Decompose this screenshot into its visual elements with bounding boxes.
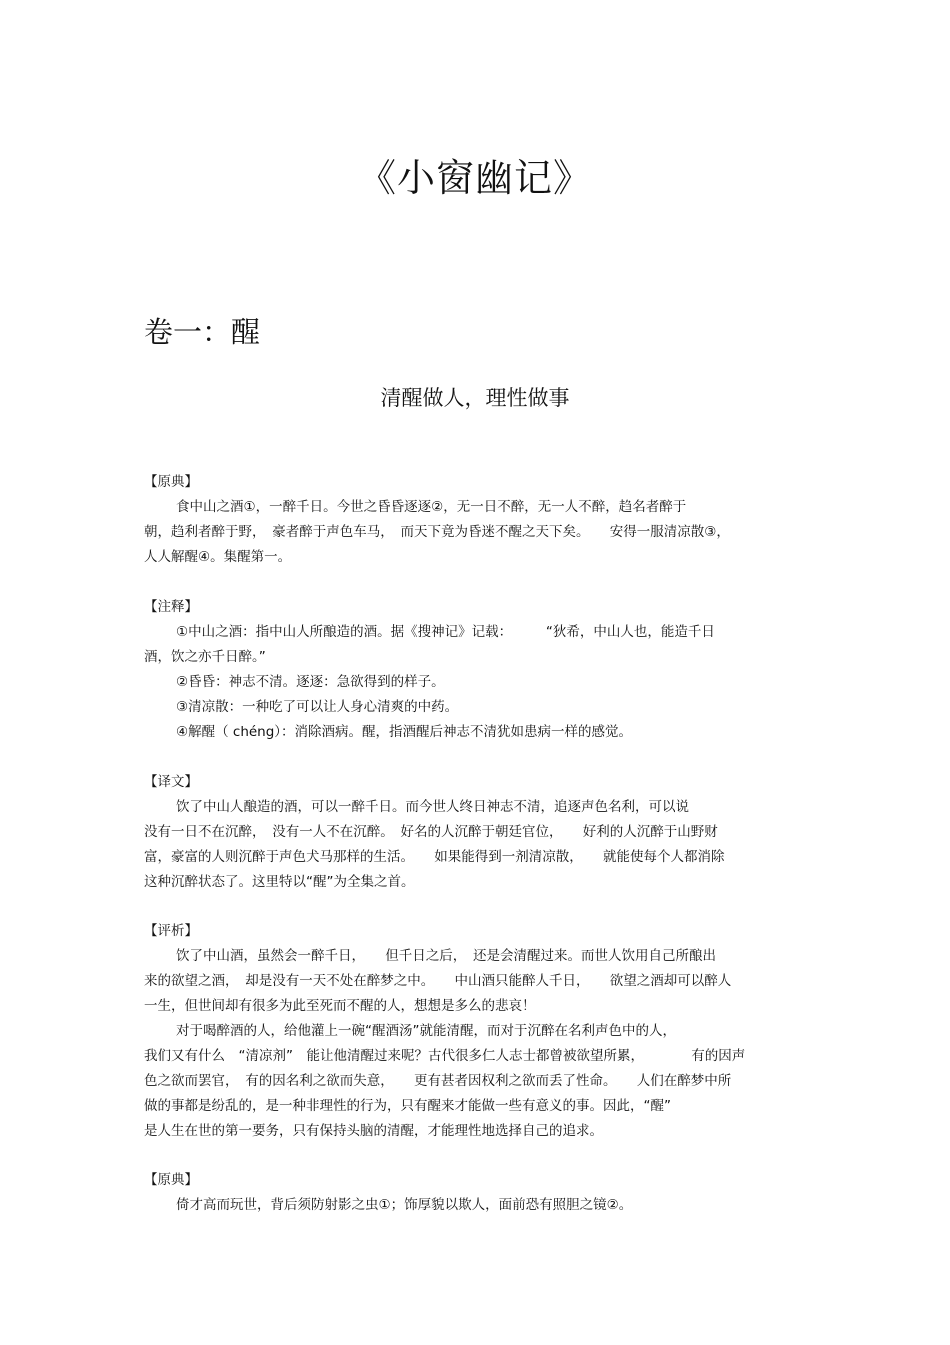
paragraph-line: 饮了中山人酿造的酒，可以一醉千日。而今世人终日神志不清，追逐声色名利，可以说 bbox=[176, 799, 689, 815]
section-label-zhushi: 【注释】 bbox=[144, 599, 198, 615]
paragraph-line: 没有一日不在沉醉， 没有一人不在沉醉。 好名的人沉醉于朝廷官位， 好利的人沉醉于山野财 bbox=[144, 824, 718, 840]
paragraph-line: 倚才高而玩世，背后须防射影之虫①；饰厚貌以欺人，面前恐有照胆之镜②。 bbox=[176, 1197, 633, 1213]
note-line: 酒，饮之亦千日醉。” bbox=[144, 649, 266, 665]
paragraph-line: 对于喝醉酒的人，给他灌上一碗“醒酒汤”就能清醒，而对于沉醉在名利声色中的人， bbox=[176, 1023, 676, 1039]
note-line: ③清凉散：一种吃了可以让人身心清爽的中药。 bbox=[176, 699, 459, 715]
paragraph-line: 来的欲望之酒， 却是没有一天不处在醉梦之中。 中山酒只能醉人千日， 欲望之酒却可以醉人 bbox=[144, 973, 732, 989]
section-label-yuandian: 【原典】 bbox=[144, 1172, 198, 1188]
section-label-yiwen: 【译文】 bbox=[144, 774, 198, 790]
paragraph-line: 一生，但世间却有很多为此至死而不醒的人，想想是多么的悲哀！ bbox=[144, 998, 536, 1014]
paragraph-line: 做的事都是纷乱的，是一种非理性的行为，只有醒来才能做一些有意义的事。因此，“醒” bbox=[144, 1098, 671, 1114]
paragraph-line: 这种沉醉状态了。这里特以“醒”为全集之首。 bbox=[144, 874, 415, 890]
paragraph-line: 朝，趋利者醉于野， 豪者醉于声色车马， 而天下竟为昏迷不醒之天下矣。 安得一服清凉散③， bbox=[144, 524, 730, 540]
section-label-pingxi: 【评析】 bbox=[144, 923, 198, 939]
note-line: ④解醒（ chéng）：消除酒病。醒，指酒醒后神志不清犹如患病一样的感觉。 bbox=[176, 724, 633, 740]
paragraph-line: 是人生在世的第一要务，只有保持头脑的清醒，才能理性地选择自己的追求。 bbox=[144, 1123, 603, 1139]
paragraph-line: 食中山之酒①，一醉千日。今世之昏昏逐逐②，无一日不醉，无一人不醉，趋名者醉于 bbox=[176, 499, 687, 515]
paragraph-line: 色之欲而罢官， 有的因名利之欲而失意， 更有甚者因权利之欲而丢了性命。 人们在醉梦中所 bbox=[144, 1073, 732, 1089]
chapter-title: 清醒做人，理性做事 bbox=[380, 386, 570, 410]
paragraph-line: 我们又有什么 “清凉剂” 能让他清醒过来呢？古代很多仁人志士都曾被欲望所累， 有的因声 bbox=[144, 1048, 746, 1064]
paragraph-line: 饮了中山酒，虽然会一醉千日， 但千日之后， 还是会清醒过来。而世人饮用自己所酿出 bbox=[176, 948, 716, 964]
paragraph-line: 富，豪富的人则沉醉于声色犬马那样的生活。 如果能得到一剂清凉散， 就能使每个人都消除 bbox=[144, 849, 725, 865]
paragraph-line: 人人解醒④。集醒第一。 bbox=[144, 549, 292, 565]
note-line: ②昏昏：神志不清。逐逐：急欲得到的样子。 bbox=[176, 674, 445, 690]
book-title: 《小窗幽记》 bbox=[357, 156, 592, 200]
section-label-yuandian: 【原典】 bbox=[144, 474, 198, 490]
volume-title: 卷一：醒 bbox=[144, 315, 261, 349]
note-line: ①中山之酒：指中山人所酿造的酒。据《搜神记》记载： “狄希，中山人也，能造千日 bbox=[176, 624, 715, 640]
